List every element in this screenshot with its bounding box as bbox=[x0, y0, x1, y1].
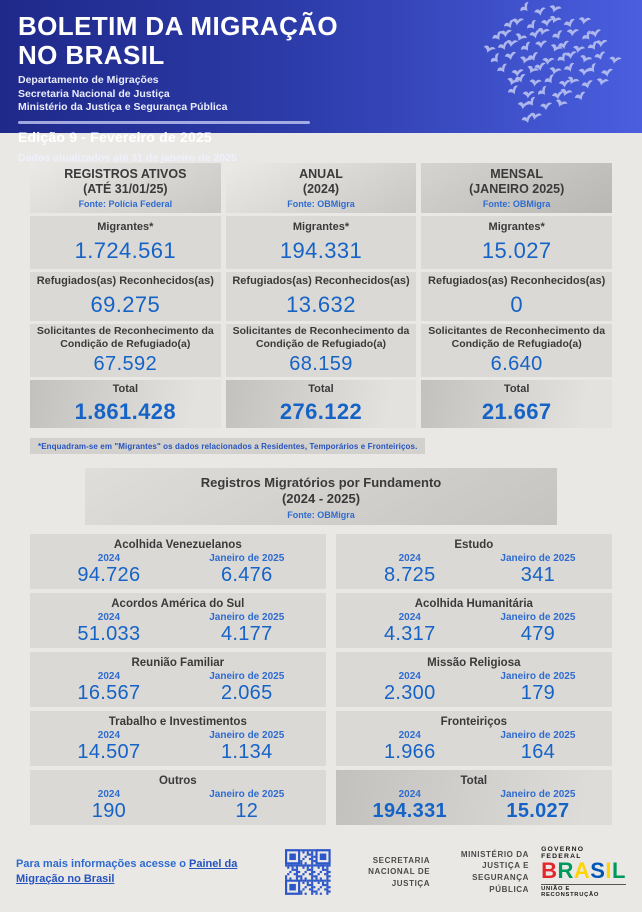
solicitantes-value: 6.640 bbox=[490, 352, 543, 375]
value-jan-2025: 4.177 bbox=[220, 622, 273, 645]
header-banner bbox=[0, 0, 642, 165]
refugiados-cell: Refugiados(as) Reconhecidos(as) 0 bbox=[421, 272, 612, 321]
value-2024: 8.725 bbox=[383, 563, 436, 586]
migrantes-value: 194.331 bbox=[279, 238, 363, 264]
value-jan-2025: 12 bbox=[235, 799, 259, 822]
fund-cell-total: Total 2024 194.331 Janeiro de 2025 15.027 bbox=[336, 770, 612, 825]
summary-table bbox=[30, 163, 612, 431]
migrantes-cell: Migrantes* 1.724.561 bbox=[30, 216, 221, 269]
total-value: 276.122 bbox=[279, 398, 363, 424]
value-2024: 14.507 bbox=[77, 740, 141, 763]
fundamentos-table bbox=[30, 534, 612, 825]
more-info-text: Para mais informações acesse o Painel da Migração no Brasil bbox=[16, 858, 238, 885]
solicitantes-value: 68.159 bbox=[289, 352, 353, 375]
refugiados-value: 69.275 bbox=[90, 292, 161, 318]
org-line-secretaria: Secretaria Nacional de Justiça bbox=[18, 87, 170, 100]
fund-cell-estudo: Estudo 2024 8.725 Janeiro de 2025 341 bbox=[336, 534, 612, 589]
value-2024: 1.966 bbox=[383, 740, 436, 763]
data-updated-label: Dados atualizados até 31 de janeiro de 2025 bbox=[18, 152, 237, 165]
total-cell: Total 1.861.428 bbox=[30, 380, 221, 428]
footer bbox=[0, 844, 642, 900]
summary-col-header: ANUAL (2024) Fonte: OBMigra bbox=[226, 163, 417, 213]
summary-col-registros-ativos bbox=[30, 163, 221, 431]
fund-cell-missao-religiosa: Missão Religiosa 2024 2.300 Janeiro de 2025 179 bbox=[336, 652, 612, 707]
fund-cell-acordos-america-do-sul: Acordos América do Sul 2024 51.033 Janeiro de 2025 4.177 bbox=[30, 593, 326, 648]
value-jan-2025: 15.027 bbox=[506, 799, 570, 822]
value-jan-2025: 2.065 bbox=[220, 681, 273, 704]
refugiados-value: 13.632 bbox=[286, 292, 356, 318]
migrantes-cell: Migrantes* 15.027 bbox=[421, 216, 612, 269]
total-value: 21.667 bbox=[481, 398, 552, 424]
summary-col-anual bbox=[226, 163, 417, 431]
refugiados-cell: Refugiados(as) Reconhecidos(as) 13.632 bbox=[226, 272, 417, 321]
solicitantes-value: 67.592 bbox=[93, 352, 158, 375]
migrantes-cell: Migrantes* 194.331 bbox=[226, 216, 417, 269]
summary-col-mensal bbox=[421, 163, 612, 431]
value-jan-2025: 341 bbox=[520, 563, 556, 586]
total-cell: Total 276.122 bbox=[226, 380, 417, 428]
value-2024: 190 bbox=[91, 799, 127, 822]
value-2024: 2.300 bbox=[383, 681, 436, 704]
header-divider bbox=[18, 121, 310, 124]
fund-cell-fronteiricos: Fronteiriços 2024 1.966 Janeiro de 2025 164 bbox=[336, 711, 612, 766]
fonte-label: Fonte: OBMigra bbox=[287, 199, 355, 209]
solicitantes-cell: Solicitantes de Reconhecimento da Condição de Refugiado(a) 67.592 bbox=[30, 324, 221, 377]
page-title-line1: BOLETIM DA MIGRAÇÃO bbox=[18, 11, 339, 41]
fund-cell-reuniao-familiar: Reunião Familiar 2024 16.567 Janeiro de 2025 2.065 bbox=[30, 652, 326, 707]
fund-cell-acolhida-venezuelanos: Acolhida Venezuelanos 2024 94.726 Janeiro de 2025 6.476 bbox=[30, 534, 326, 589]
solicitantes-cell: Solicitantes de Reconhecimento da Condição de Refugiado(a) 6.640 bbox=[421, 324, 612, 377]
value-jan-2025: 479 bbox=[520, 622, 556, 645]
fonte-label: Fonte: Polícia Federal bbox=[78, 199, 173, 209]
refugiados-value: 0 bbox=[510, 292, 523, 318]
migrantes-value: 15.027 bbox=[481, 238, 552, 264]
fonte-label: Fonte: OBMigra bbox=[482, 199, 551, 209]
total-cell: Total 21.667 bbox=[421, 380, 612, 428]
migrantes-value: 1.724.561 bbox=[74, 238, 177, 264]
brazil-map-of-birds-icon bbox=[460, 2, 638, 132]
value-2024: 94.726 bbox=[77, 563, 141, 586]
org-line-departamento: Departamento de Migrações bbox=[18, 74, 159, 87]
migrantes-footnote: *Enquadram-se em "Migrantes" os dados relacionados a Residentes, Temporários e Fronteiriços. bbox=[30, 438, 425, 454]
value-2024: 51.033 bbox=[77, 622, 141, 645]
value-jan-2025: 179 bbox=[520, 681, 556, 704]
fonte-label: Fonte: OBMigra bbox=[287, 509, 355, 520]
value-2024: 16.567 bbox=[77, 681, 141, 704]
org-line-ministerio: Ministério da Justiça e Segurança Pública bbox=[18, 101, 228, 114]
painel-migracao-link[interactable]: Painel da Migração no Brasil bbox=[16, 858, 238, 885]
governo-federal-logo: GOVERNO FEDERAL BRASIL UNIÃO E RECONSTRUÇÃO bbox=[541, 846, 626, 898]
fund-cell-outros: Outros 2024 190 Janeiro de 2025 12 bbox=[30, 770, 326, 825]
value-2024: 4.317 bbox=[383, 622, 436, 645]
edition-label: Edição 9 - Fevereiro de 2025 bbox=[18, 129, 212, 146]
solicitantes-cell: Solicitantes de Reconhecimento da Condição de Refugiado(a) 68.159 bbox=[226, 324, 417, 377]
fund-cell-acolhida-humanitaria: Acolhida Humanitária 2024 4.317 Janeiro de 2025 479 bbox=[336, 593, 612, 648]
summary-col-header: REGISTROS ATIVOS (ATÉ 31/01/25) Fonte: Polícia Federal bbox=[30, 163, 221, 213]
value-2024: 194.331 bbox=[372, 799, 447, 822]
qr-code-icon bbox=[285, 844, 331, 900]
total-value: 1.861.428 bbox=[74, 398, 177, 424]
page-title-line2: NO BRASIL bbox=[18, 39, 165, 70]
gov-logo-name: BRASIL bbox=[541, 858, 626, 883]
fund-cell-trabalho-investimentos: Trabalho e Investimentos 2024 14.507 Janeiro de 2025 1.134 bbox=[30, 711, 326, 766]
fundamentos-section-title: Registros Migratórios por Fundamento (2024 - 2025) Fonte: OBMigra bbox=[85, 468, 557, 525]
value-jan-2025: 164 bbox=[520, 740, 556, 763]
refugiados-cell: Refugiados(as) Reconhecidos(as) 69.275 bbox=[30, 272, 221, 321]
summary-col-header: MENSAL (JANEIRO 2025) Fonte: OBMigra bbox=[421, 163, 612, 213]
value-jan-2025: 6.476 bbox=[220, 563, 273, 586]
secretaria-nacional-justica-logo: SECRETARIA NACIONAL DE JUSTIÇA bbox=[368, 855, 431, 888]
ministerio-justica-logo: MINISTÉRIO DA JUSTIÇA E SEGURANÇA PÚBLICA bbox=[460, 849, 530, 894]
value-jan-2025: 1.134 bbox=[220, 740, 273, 763]
